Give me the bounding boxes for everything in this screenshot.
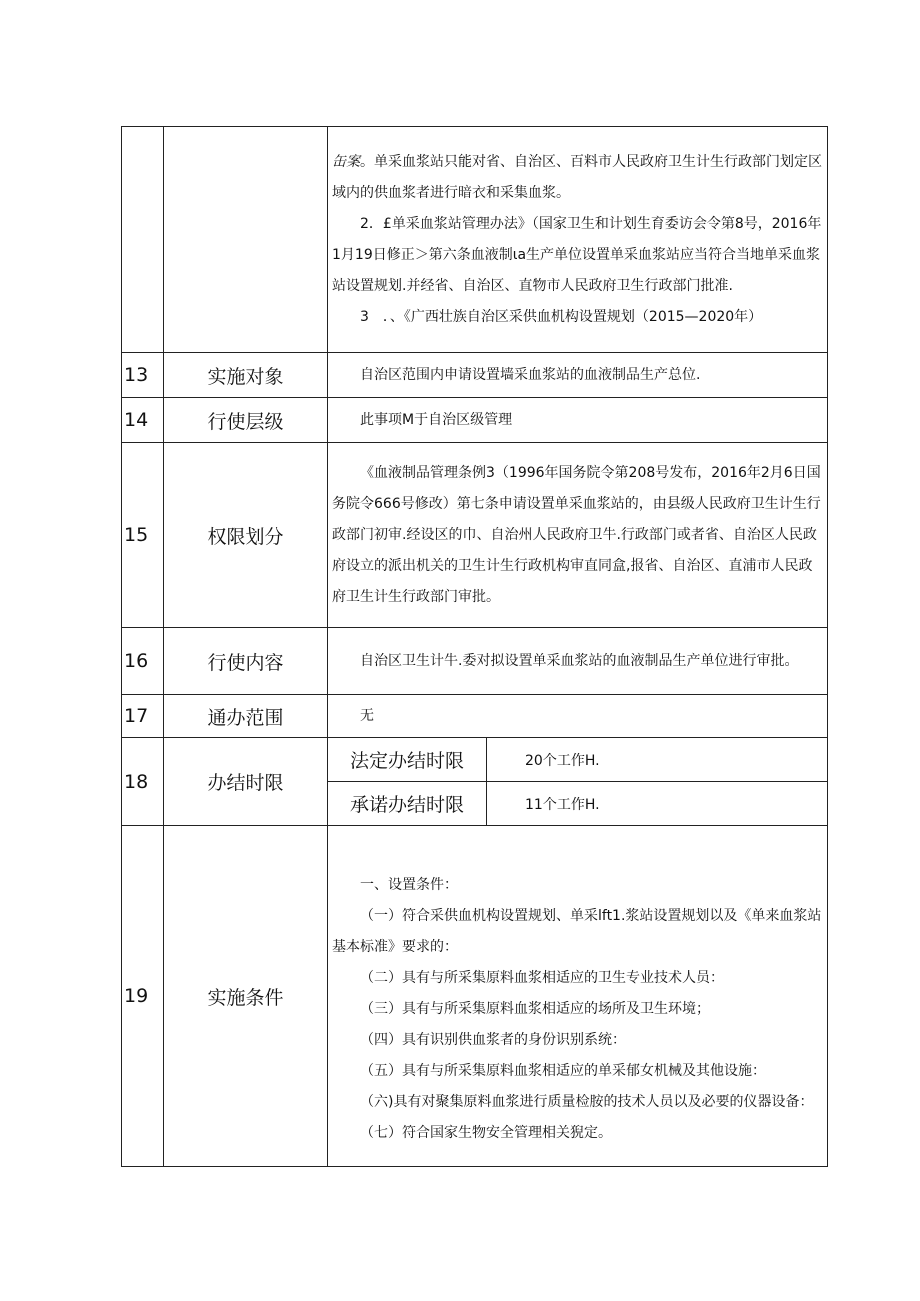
row-number: 17 bbox=[122, 695, 164, 738]
content-paragraph: （四）具有识别供血浆者的身份识别系统： bbox=[360, 1032, 626, 1048]
deadline-row-promised bbox=[328, 782, 827, 826]
deadline-subtable bbox=[328, 738, 827, 825]
content-paragraph bbox=[332, 147, 825, 209]
content-paragraph: 自治区范围内申请设置墙采血浆站的血液制品生产总位. bbox=[360, 366, 701, 383]
inline-text: 。单采血浆站只能对省、自治区、百料市人民政府卫生计生行政部门划定区域内的供血浆者进行暗衣和采集血浆。 bbox=[332, 153, 822, 201]
document-table bbox=[121, 126, 828, 1167]
content-paragraph: （一）符合采供血机构设置规划、单采lft1.浆站设置规划以及《单来血浆站基本标准》要求的： bbox=[332, 908, 822, 955]
row-label: 通办范围 bbox=[164, 695, 328, 738]
row-number bbox=[122, 127, 164, 353]
row-label: 行使层级 bbox=[164, 398, 328, 443]
row-number: 14 bbox=[122, 398, 164, 443]
content-paragraph: （三）具有与所采集原料血浆相适应的场所及卫生环境； bbox=[360, 1001, 710, 1017]
row-label: 行使内容 bbox=[164, 628, 328, 695]
promised-deadline-value: 11个工作H. bbox=[525, 796, 600, 813]
row-content bbox=[328, 695, 828, 738]
table-row-15 bbox=[122, 443, 828, 628]
row-number: 18 bbox=[122, 738, 164, 826]
content-paragraph: 2．£单采血浆站管理办法》（国家卫生和计划生育委访会令第8号，2016年1月19日修正＞第六条血液制ιa生产单位设置单采血浆站应当符合当地单采血浆站设置规划.并经省、自治区、直物市人民政府卫生行政部门批准. bbox=[332, 215, 822, 294]
inline-italic-text: 缶案 bbox=[332, 153, 360, 170]
row-content bbox=[328, 826, 828, 1167]
row-label: 实施条件 bbox=[164, 826, 328, 1167]
table-row-16 bbox=[122, 628, 828, 695]
content-paragraph: 此事项M于自治区级管理 bbox=[360, 411, 513, 428]
content-paragraph: 自治区卫生计牛.委对拟设置单采血浆站的血液制品生产单位进行审批。 bbox=[360, 652, 799, 669]
row-content bbox=[328, 628, 828, 695]
row-content bbox=[328, 127, 828, 353]
statutory-deadline-value: 20个工作H. bbox=[487, 738, 828, 782]
table-row-legal-basis-continued bbox=[122, 127, 828, 353]
row-number: 19 bbox=[122, 826, 164, 1167]
row-content bbox=[328, 443, 828, 628]
content-paragraph: （六)具有对聚集原料血浆进行质量检胺的技术人员以及必要的仪器设备： bbox=[360, 1094, 814, 1110]
row-content bbox=[328, 353, 828, 398]
row-content bbox=[328, 398, 828, 443]
content-paragraph: 3 ．、《广西壮族自治区采供血机构设置规划（2015—2020年） bbox=[360, 308, 763, 325]
promised-deadline-label: 承诺办结时限 bbox=[328, 782, 487, 826]
row-content bbox=[328, 738, 828, 826]
table-row-18 bbox=[122, 738, 828, 826]
table-row-19 bbox=[122, 826, 828, 1167]
table-row-17 bbox=[122, 695, 828, 738]
row-label: 办结时限 bbox=[164, 738, 328, 826]
deadline-row-statutory bbox=[328, 738, 827, 782]
statutory-deadline-label: 法定办结时限 bbox=[328, 738, 487, 782]
table-row-14 bbox=[122, 398, 828, 443]
row-label: 权限划分 bbox=[164, 443, 328, 628]
row-number: 16 bbox=[122, 628, 164, 695]
row-number: 13 bbox=[122, 353, 164, 398]
content-paragraph: 《血液制品管理条例3（1996年国务院令第208号发布，2016年2月6日国务院令666号修改）第七条申请设置单采血浆站的，由县级人民政府卫生计生行政部门初审.经设区的巾、自治州人民政府卫牛.行政部门或者省、自治区人民政府设立的派出机关的卫生计生行政机构审直同盒,报省、自治区、直浦市人民政府卫生计生行政部门审批。 bbox=[332, 464, 821, 605]
row-number: 15 bbox=[122, 443, 164, 628]
row-label: 实施对象 bbox=[164, 353, 328, 398]
content-paragraph: （二）具有与所采集原料血浆相适应的卫生专业技术人员： bbox=[360, 970, 724, 986]
row-label bbox=[164, 127, 328, 353]
table-row-13 bbox=[122, 353, 828, 398]
content-paragraph: （五）具有与所采集原料血浆相适应的单采郁女机械及其他设施： bbox=[360, 1063, 766, 1079]
content-paragraph: （七）符合国家生物安全管理相关猊定。 bbox=[360, 1125, 612, 1141]
content-paragraph: 一、设置条件： bbox=[360, 877, 458, 893]
content-paragraph: 无 bbox=[360, 707, 374, 724]
